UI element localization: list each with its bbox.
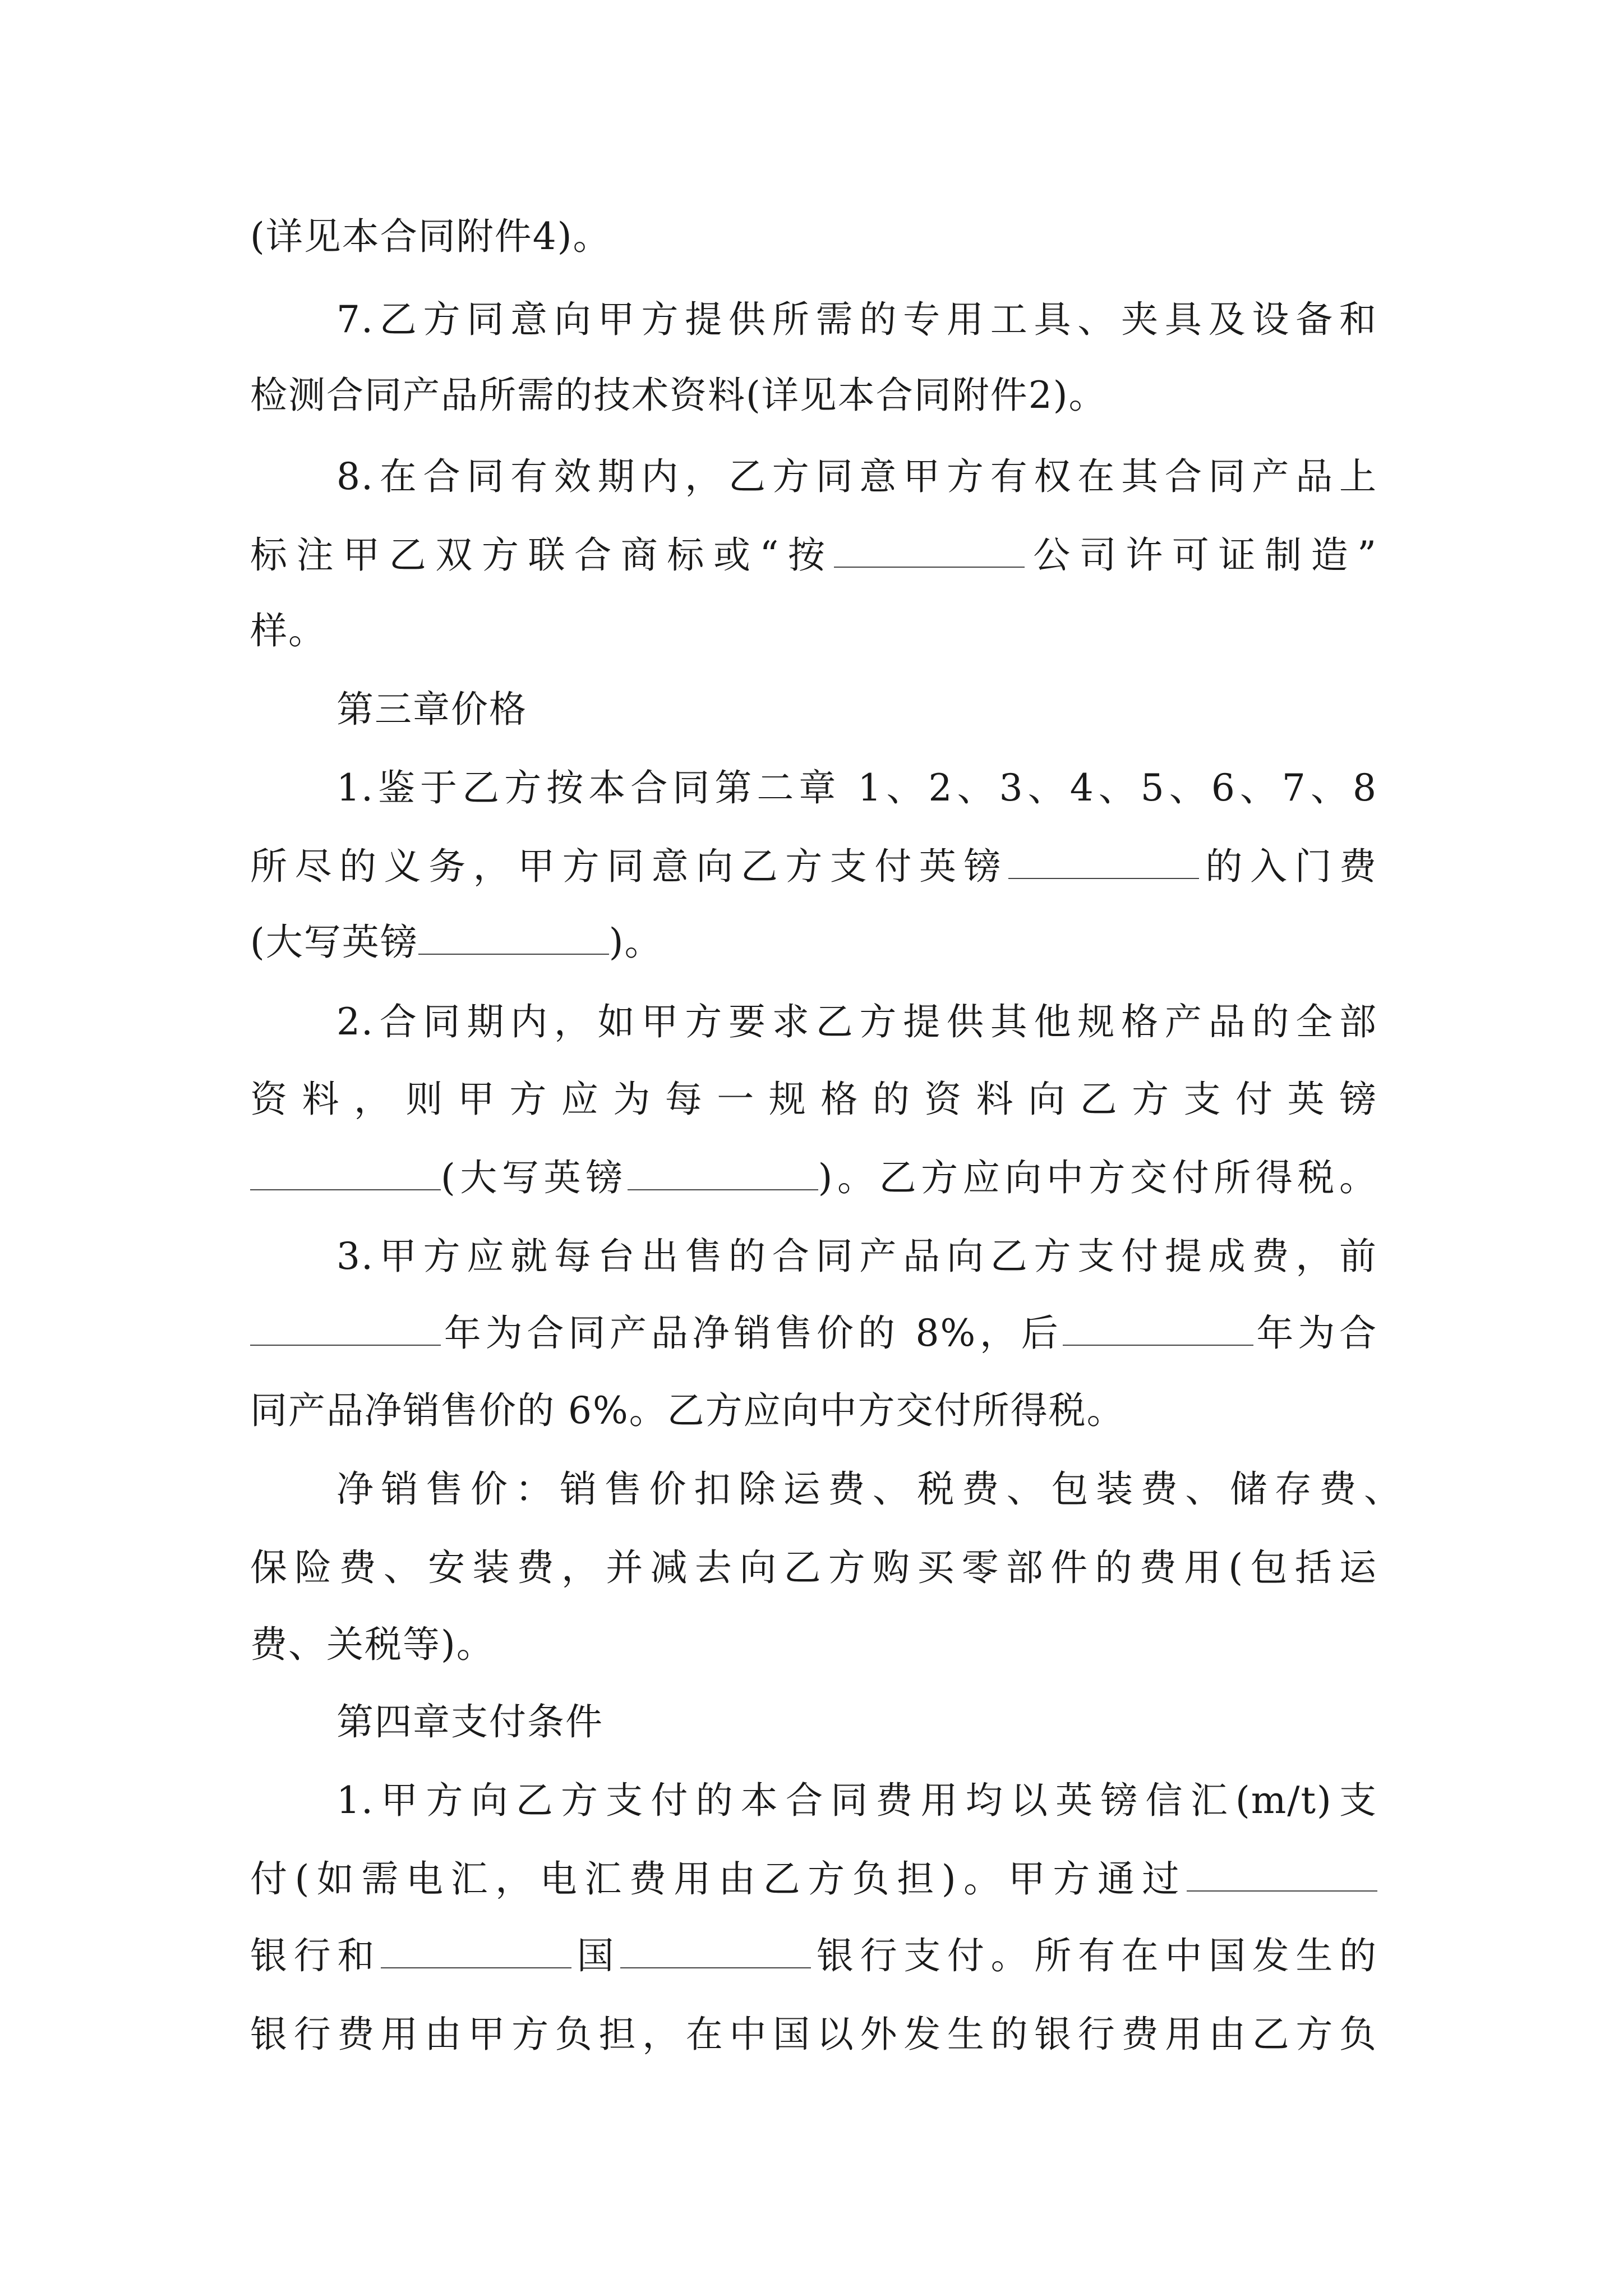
fill-in-blank[interactable] [834, 532, 1025, 568]
text-span: 公司许可证制造” [1025, 533, 1377, 577]
price-clause-1-line-3 [250, 914, 1377, 970]
chapter-title: 第三章价格 [336, 688, 527, 731]
payment-clause-1-line-4 [250, 2007, 1377, 2063]
text-span: 付(如需电汇，电汇费用由乙方负担)。甲方通过 [250, 1857, 1187, 1901]
text-span: 净销售价：销售价扣除运费、税费、包装费、储存费、 [336, 1467, 1402, 1511]
text-span: 年为合同产品净销售价的 8%，后 [441, 1312, 1063, 1355]
text-span: 样。 [250, 609, 326, 652]
text-span: 保险费、安装费，并减去向乙方购买零部件的费用(包括运 [250, 1546, 1377, 1589]
clause-8-line-2 [250, 527, 1377, 583]
price-clause-2-line-2 [250, 1071, 1377, 1128]
text-span: 的入门费 [1198, 845, 1378, 888]
text-span: 8.在合同有效期内，乙方同意甲方有权在其合同产品上 [336, 455, 1377, 498]
price-clause-2-line-3 [250, 1150, 1377, 1206]
fill-in-blank[interactable] [1063, 1310, 1253, 1346]
fill-in-blank[interactable] [250, 1154, 441, 1190]
text-span: 银行和 [250, 1934, 381, 1977]
text-span: 同产品净销售价的 6%。乙方应向中方交付所得税。 [250, 1389, 1125, 1432]
text-span: 检测合同产品所需的技术资料(详见本合同附件2)。 [250, 374, 1107, 417]
net-price-definition-line-2 [250, 1540, 1377, 1596]
text-span: )。乙方应向中方交付所得税。 [818, 1156, 1378, 1199]
text-span: 所尽的义务，甲方同意向乙方支付英镑 [250, 845, 1008, 888]
text-span: 资料，则甲方应为每一规格的资料向乙方支付英镑 [250, 1078, 1377, 1121]
price-clause-3-line-2 [250, 1305, 1377, 1361]
text-span: 3.甲方应就每台出售的合同产品向乙方支付提成费，前 [336, 1235, 1377, 1278]
text-span: (详见本合同附件4)。 [250, 215, 611, 258]
clause-8-line-1 [336, 449, 1377, 505]
chapter-title: 第四章支付条件 [336, 1700, 603, 1743]
text-span: 银行支付。所有在中国发生的 [811, 1934, 1378, 1977]
text-span: 1.甲方向乙方支付的本合同费用均以英镑信汇(m/t)支 [336, 1779, 1377, 1822]
payment-clause-1-line-2 [250, 1851, 1377, 1907]
fill-in-blank[interactable] [250, 1310, 441, 1346]
text-span: )。 [608, 921, 663, 964]
clause-7-line-1 [336, 292, 1377, 348]
text-span: 年为合 [1253, 1312, 1377, 1355]
price-clause-2-line-1 [336, 994, 1377, 1050]
text-span: (大写英镑 [250, 921, 418, 964]
price-clause-3-line-1 [336, 1228, 1377, 1285]
text-line [250, 209, 1377, 265]
net-price-definition-line-1 [336, 1461, 1402, 1517]
fill-in-blank[interactable] [381, 1932, 571, 1968]
clause-8-line-3 [250, 603, 1377, 659]
text-span: 7.乙方同意向甲方提供所需的专用工具、夹具及设备和 [336, 298, 1377, 341]
payment-clause-1-line-3 [250, 1928, 1377, 1984]
text-span: 2.合同期内，如甲方要求乙方提供其他规格产品的全部 [336, 1000, 1377, 1043]
fill-in-blank[interactable] [628, 1154, 818, 1190]
clause-7-line-2 [250, 367, 1377, 424]
text-span: 1.鉴于乙方按本合同第二章 1、2、3、4、5、6、7、8 [336, 766, 1377, 809]
price-clause-3-line-3 [250, 1383, 1377, 1439]
text-span: 标注甲乙双方联合商标或“按 [250, 533, 834, 577]
text-span: 费、关税等)。 [250, 1623, 495, 1666]
text-span: (大写英镑 [441, 1156, 628, 1199]
fill-in-blank[interactable] [1008, 843, 1199, 879]
price-clause-1-line-2 [250, 839, 1377, 895]
payment-clause-1-line-1 [336, 1773, 1377, 1829]
chapter-3-heading [336, 682, 1377, 738]
chapter-4-heading [336, 1694, 1377, 1750]
text-span: 银行费用由甲方负担，在中国以外发生的银行费用由乙方负 [250, 2013, 1377, 2056]
fill-in-blank[interactable] [620, 1932, 811, 1968]
net-price-definition-line-3 [250, 1617, 1377, 1673]
text-span: 国 [571, 1934, 621, 1977]
fill-in-blank[interactable] [418, 919, 609, 955]
fill-in-blank[interactable] [1187, 1856, 1377, 1892]
price-clause-1-line-1 [336, 760, 1377, 816]
